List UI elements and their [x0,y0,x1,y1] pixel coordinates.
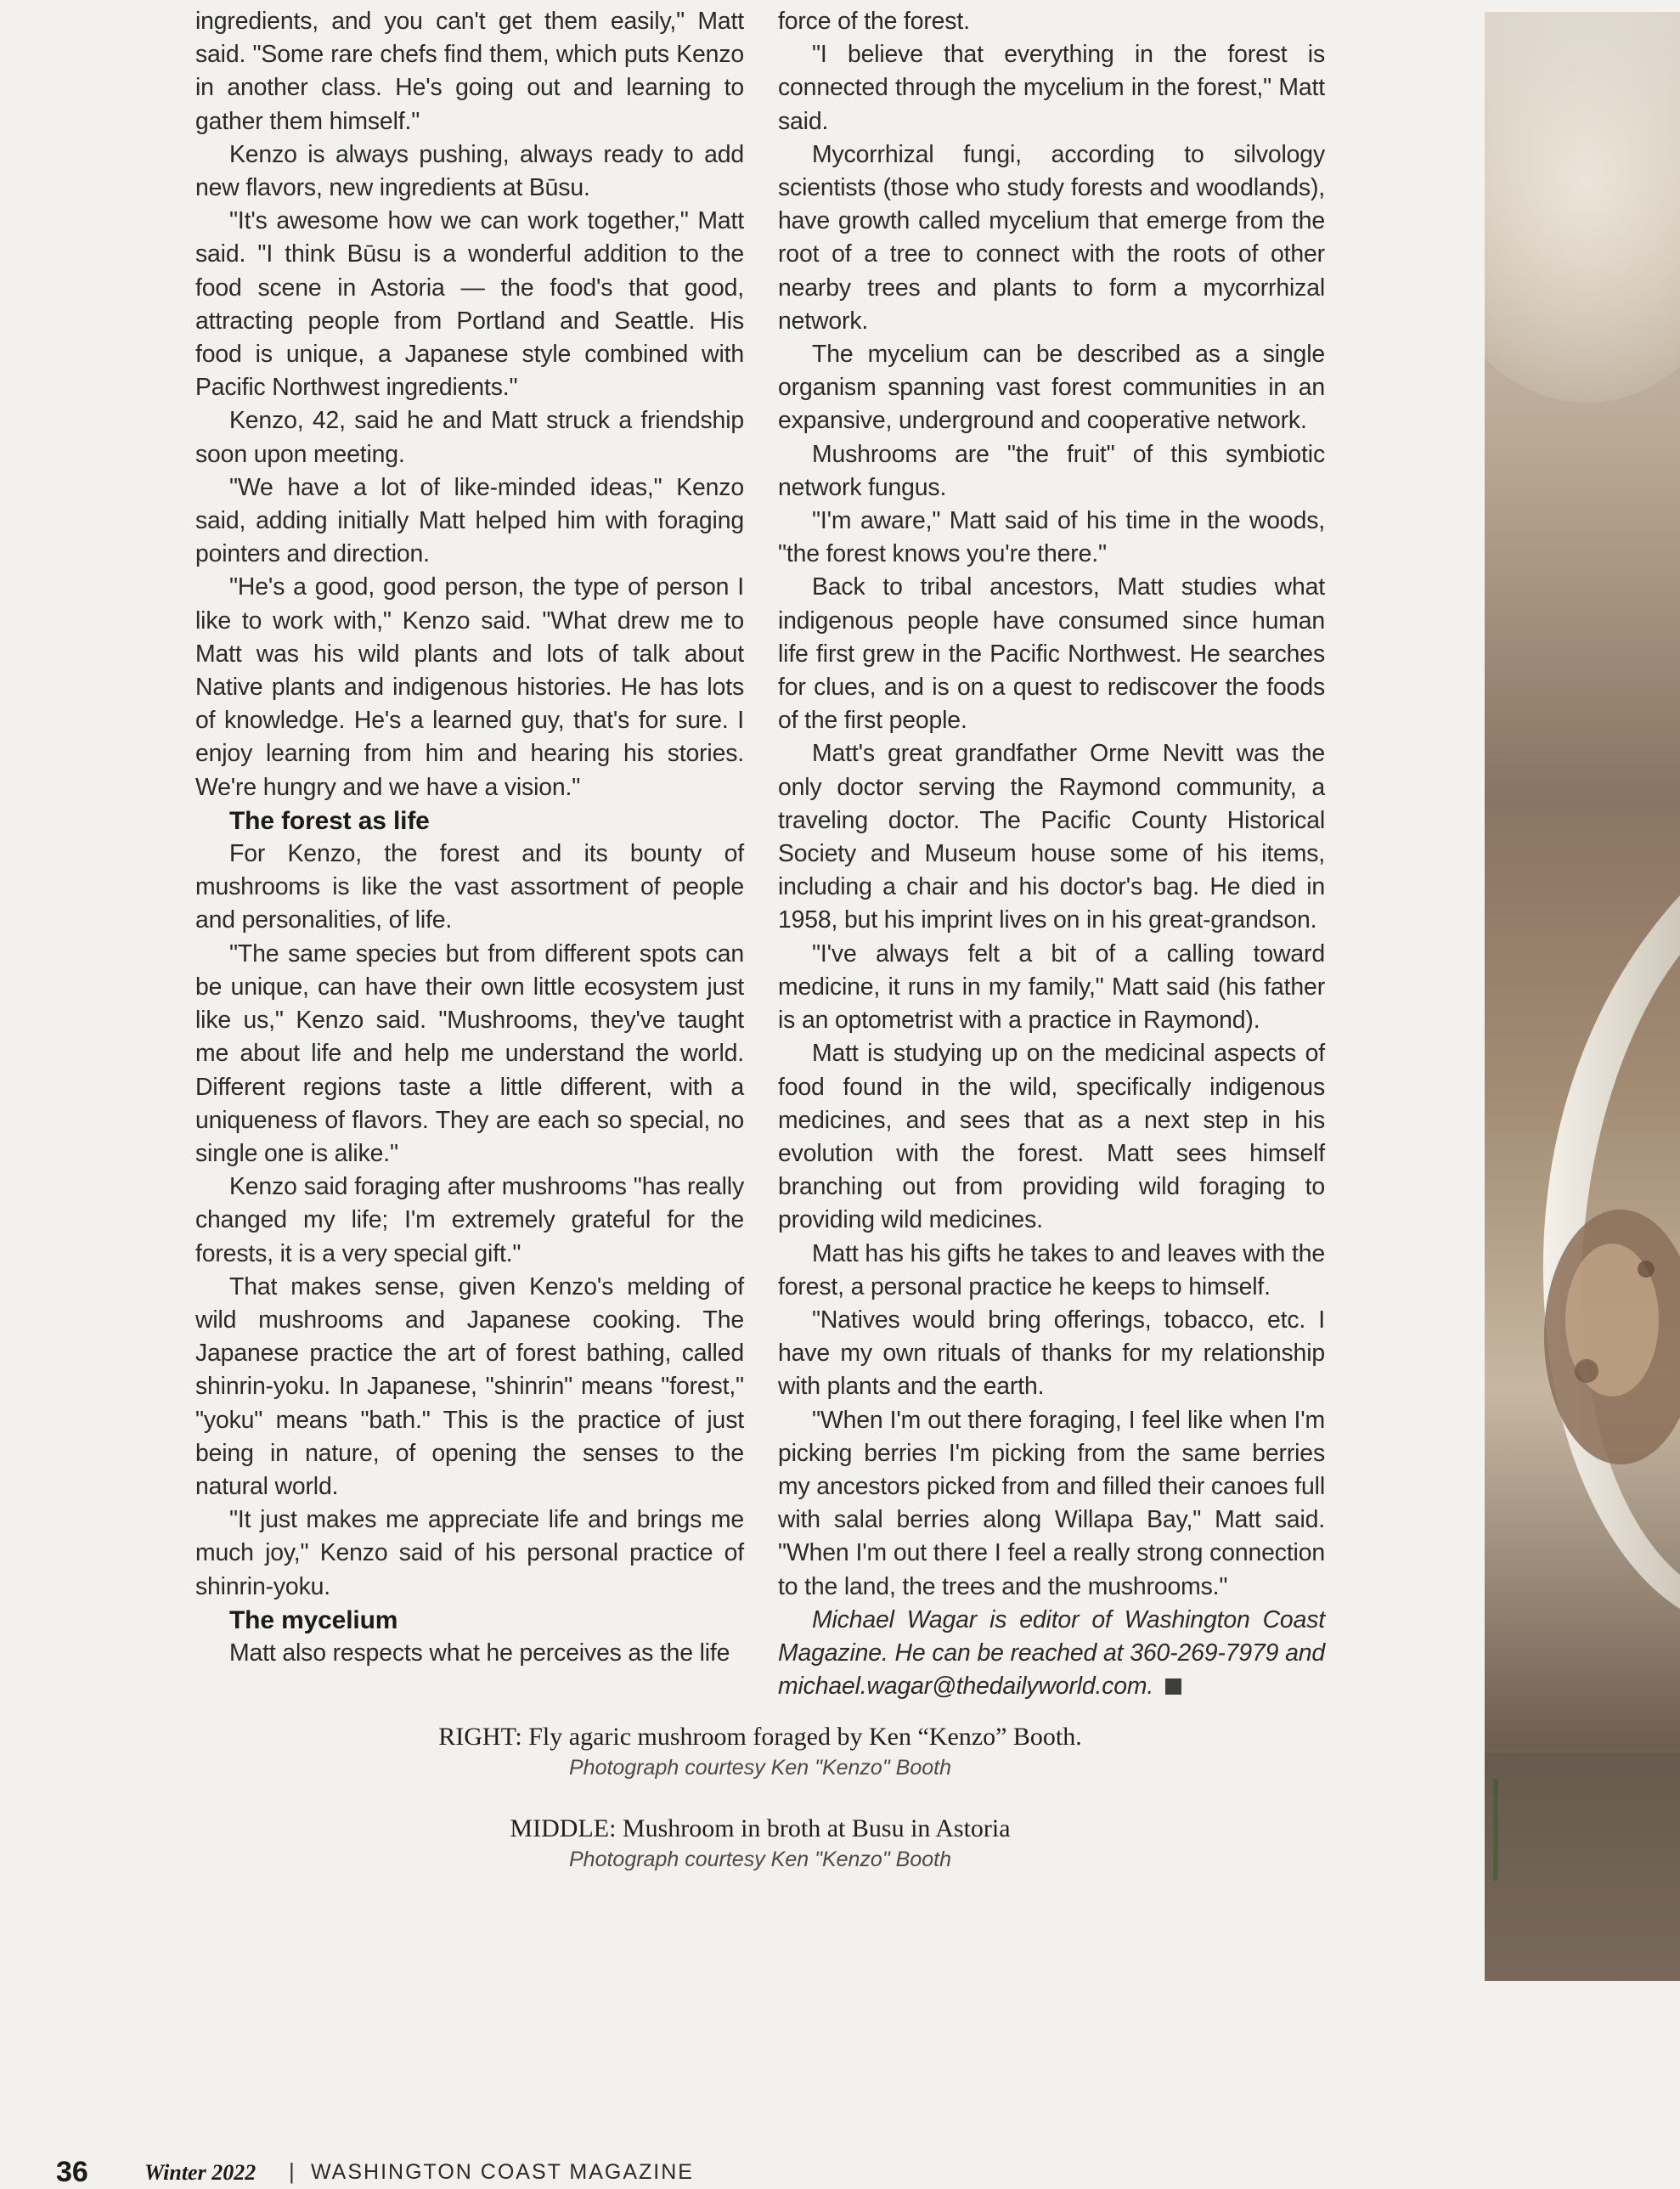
paragraph: "I've always felt a bit of a calling toward medicine, it runs in my family," Matt said (his father is an optometrist with a practice in Raymond). [778,939,1325,1035]
paragraph: For Kenzo, the forest and its bounty of mushrooms is like the vast assortment of people and personalities, of life. [195,840,744,934]
photo-captions [195,1721,1325,1904]
paragraph: "When I'm out there foraging, I feel like when I'm picking berries I'm picking from the same berries my ancestors picked from and filled their canoes full with salal berries along Willapa Bay," Matt said. "When I'm out there I feel a really strong connection to the land, the trees and the mushrooms." [778,1406,1325,1600]
caption-title: RIGHT: Fly agaric mushroom foraged by Ken “Kenzo” Booth. [438,1723,1082,1751]
author-bio-text: Michael Wagar is editor of Washington Coast Magazine. He can be reached at 360-269-7979 and michael.wagar@thedailyworld.com. [778,1605,1325,1701]
paragraph: "It's awesome how we can work together," Matt said. "I think Būsu is a wonderful addition to the food scene in Astoria — the food's that good, attracting people from Portland and Seattle. His food is unique, a Japanese style combined with Pacific Northwest ingredients." [195,207,744,402]
paragraph: Matt also respects what he perceives as the life [229,1639,730,1667]
footer-separator: | [289,2158,295,2184]
paragraph: ingredients, and you can't get them easily," Matt said. "Some rare chefs find them, which puts Kenzo in another class. He's going out and learning to gather them himself." [195,8,744,135]
issue-label: Winter 2022 [144,2160,257,2185]
page-number: 36 [56,2156,88,2188]
caption-title: MIDDLE: Mushroom in broth at Busu in Astoria [510,1814,1011,1842]
paragraph: Mycorrhizal fungi, according to silvology scientists (those who study forests and woodlands), have growth called mycelium that emerge from the root of a tree to connect with the roots of other nearby trees and plants to form a mycorrhizal network. [778,140,1325,335]
section-heading: The forest as life [229,806,430,835]
paragraph: Back to tribal ancestors, Matt studies what indigenous people have consumed since human life first grew in the Pacific Northwest. He searches for clues, and is on a quest to rediscover the foods of the first people. [778,573,1325,735]
paragraph: Kenzo is always pushing, always ready to add new flavors, new ingredients at Būsu. [195,140,744,202]
caption-right [195,1721,1325,1782]
caption-credit: Photograph courtesy Ken "Kenzo" Booth [569,1756,951,1780]
paragraph: The mycelium can be described as a single organism spanning vast forest communities in an expansive, underground and cooperative network. [778,341,1325,435]
paragraph: "I believe that everything in the forest is connected through the mycelium in the forest," Matt said. [778,41,1325,135]
mushroom-broth-photo [1485,12,1680,1981]
paragraph: Matt has his gifts he takes to and leaves with the forest, a personal practice he keeps to himself. [778,1239,1325,1300]
caption-middle [195,1813,1325,1874]
paragraph: "The same species but from different spots can be unique, can have their own little ecosystem just like us," Kenzo said. "Mushrooms, they've taught me about life and help me understand the world. Different regions taste a little different, with a uniqueness of flavors. They are each so special, no single one is alike." [195,939,744,1167]
article-column-right [778,5,1325,1703]
paragraph: "It just makes me appreciate life and brings me much joy," Kenzo said of his personal practice of shinrin-yoku. [195,1506,744,1600]
paragraph: "We have a lot of like-minded ideas," Kenzo said, adding initially Matt helped him with foraging pointers and direction. [195,473,744,568]
paragraph: force of the forest. [778,8,970,35]
paragraph: "I'm aware," Matt said of his time in the woods, "the forest knows you're there." [778,507,1325,568]
paragraph: "Natives would bring offerings, tobacco, etc. I have my own rituals of thanks for my relationship with plants and the earth. [778,1306,1325,1401]
magazine-name: WASHINGTON COAST MAGAZINE [311,2160,694,2184]
paragraph: Matt is studying up on the medicinal aspects of food found in the wild, specifically indigenous medicines, and sees that as a next step in his evolution with the forest. Matt sees himself branching out from providing wild foraging to providing wild medicines. [778,1040,1325,1234]
section-heading: The mycelium [229,1605,398,1634]
article-column-left [195,5,744,1670]
paragraph: Kenzo, 42, said he and Matt struck a friendship soon upon meeting. [195,407,744,468]
paragraph: That makes sense, given Kenzo's melding of wild mushrooms and Japanese cooking. The Japanese practice the art of forest bathing, called shinrin-yoku. In Japanese, "shinrin" means "forest," "yoku" means "bath." This is the practice of just being in nature, of opening the senses to the natural world. [195,1272,744,1500]
paragraph: Kenzo said foraging after mushrooms "has really changed my life; I'm extremely grateful for the forests, it is a very special gift." [195,1173,744,1267]
caption-credit: Photograph courtesy Ken "Kenzo" Booth [569,1848,951,1871]
paragraph: "He's a good, good person, the type of person I like to work with," Kenzo said. "What drew me to Matt was his wild plants and lots of talk about Native plants and indigenous histories. He has lots of knowledge. He's a learned guy, that's for sure. I enjoy learning from him and hearing his stories. We're hungry and we have a vision." [195,573,744,801]
paragraph: Mushrooms are "the fruit" of this symbiotic network fungus. [778,440,1325,501]
paragraph: Matt's great grandfather Orme Nevitt was the only doctor serving the Raymond community, a traveling doctor. The Pacific County Historical Society and Museum house some of his items, including a chair and his doctor's bag. He died in 1958, but his imprint lives on in his great-grandson. [778,740,1325,934]
author-bio [778,1604,1325,1704]
end-mark-icon [1165,1678,1181,1695]
